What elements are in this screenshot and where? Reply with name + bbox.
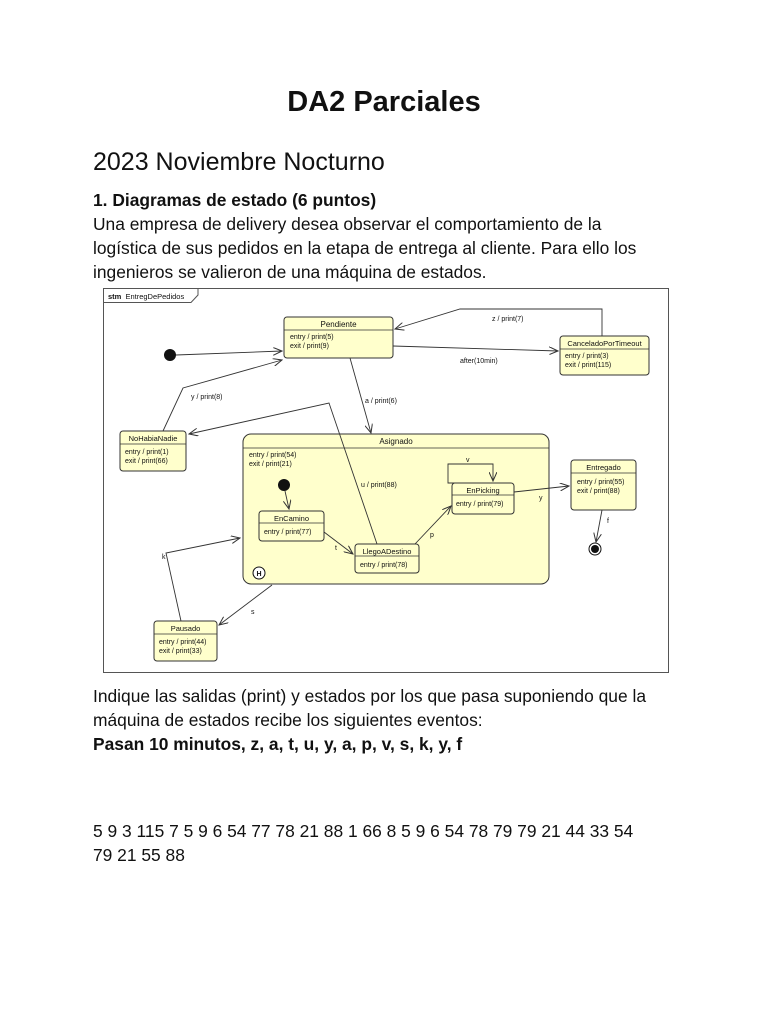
frame-label: EntregDePedidos bbox=[125, 292, 185, 301]
state-action: entry / print(79) bbox=[456, 501, 504, 508]
state-name: EnPicking bbox=[466, 486, 500, 495]
state-diagram bbox=[103, 288, 670, 674]
history-label: H bbox=[256, 571, 262, 578]
transition-label-y-print8: y / print(8) bbox=[191, 394, 223, 401]
question-prompt bbox=[93, 684, 693, 756]
state-name: Pendiente bbox=[320, 320, 357, 329]
state-pausado bbox=[154, 621, 217, 661]
frame-label-prefix: stm bbox=[108, 292, 122, 301]
answer-line: 5 9 3 115 7 5 9 6 54 77 78 21 88 1 66 8 5 9 6 54 78 79 79 21 44 33 54 bbox=[93, 821, 634, 841]
state-name: LlegoADestino bbox=[362, 547, 412, 556]
transition-label-after: after(10min) bbox=[460, 358, 498, 365]
state-action: exit / print(66) bbox=[125, 458, 168, 465]
event-sequence: Pasan 10 minutos, z, a, t, u, y, a, p, v, s, k, y, f bbox=[93, 734, 463, 754]
transition-label-y: y bbox=[539, 495, 543, 502]
state-llegoadestino bbox=[355, 544, 419, 573]
answer-line: 79 21 55 88 bbox=[93, 845, 185, 865]
answer-text bbox=[93, 819, 693, 867]
transition-label-t: t bbox=[335, 545, 337, 552]
state-name: EnCamino bbox=[273, 514, 310, 523]
initial-state-asignado bbox=[278, 479, 290, 491]
state-name: CanceladoPorTimeout bbox=[567, 339, 642, 348]
state-action: entry / print(77) bbox=[264, 529, 312, 536]
state-enpicking bbox=[452, 483, 514, 514]
history-pseudostate bbox=[253, 567, 265, 579]
state-action: exit / print(115) bbox=[565, 362, 612, 369]
transition-label-k: k bbox=[162, 554, 166, 561]
state-pendiente bbox=[284, 317, 393, 358]
state-name: NoHabiaNadie bbox=[128, 434, 178, 443]
transition-label-s: s bbox=[251, 609, 255, 616]
section-title: 2023 Noviembre Nocturno bbox=[93, 148, 385, 176]
initial-state bbox=[164, 349, 176, 361]
prompt-line: máquina de estados recibe los siguientes eventos: bbox=[93, 710, 483, 730]
state-action: entry / print(3) bbox=[565, 353, 609, 360]
state-action: entry / print(1) bbox=[125, 449, 169, 456]
state-action: entry / print(78) bbox=[360, 562, 408, 569]
transition-label-p: p bbox=[430, 532, 434, 539]
state-action: exit / print(88) bbox=[577, 488, 620, 495]
state-action: exit / print(21) bbox=[249, 461, 292, 468]
transition-label-f: f bbox=[607, 518, 609, 525]
document-title: DA2 Parciales bbox=[287, 86, 481, 118]
intro-line: Una empresa de delivery desea observar el comportamiento de la bbox=[93, 214, 602, 234]
question-text bbox=[93, 188, 693, 284]
transition-label-a: a / print(6) bbox=[365, 398, 397, 405]
state-action: entry / print(54) bbox=[249, 452, 297, 459]
state-nohabianadie bbox=[120, 431, 186, 471]
question-heading: 1. Diagramas de estado (6 puntos) bbox=[93, 190, 377, 210]
transition-label-v: v bbox=[466, 457, 470, 464]
final-state bbox=[589, 543, 601, 555]
transition-label-u: u / print(88) bbox=[361, 482, 397, 489]
state-name: Asignado bbox=[379, 437, 413, 446]
state-action: entry / print(44) bbox=[159, 639, 207, 646]
state-action: exit / print(9) bbox=[290, 343, 329, 350]
state-cancelado bbox=[560, 336, 649, 375]
state-name: Pausado bbox=[170, 624, 201, 633]
intro-line: logística de sus pedidos en la etapa de entrega al cliente. Para ello los bbox=[93, 238, 637, 258]
state-entregado bbox=[571, 460, 636, 510]
state-encamino bbox=[259, 511, 324, 541]
prompt-line: Indique las salidas (print) y estados por los que pasa suponiendo que la bbox=[93, 686, 646, 706]
state-action: entry / print(55) bbox=[577, 479, 625, 486]
transition-label-z: z / print(7) bbox=[492, 316, 524, 323]
state-action: exit / print(33) bbox=[159, 648, 202, 655]
intro-line: ingenieros se valieron de una máquina de estados. bbox=[93, 262, 487, 282]
state-action: entry / print(5) bbox=[290, 334, 334, 341]
state-name: Entregado bbox=[586, 463, 621, 472]
svg-text:stm EntregDePedidos bbox=[108, 292, 184, 301]
